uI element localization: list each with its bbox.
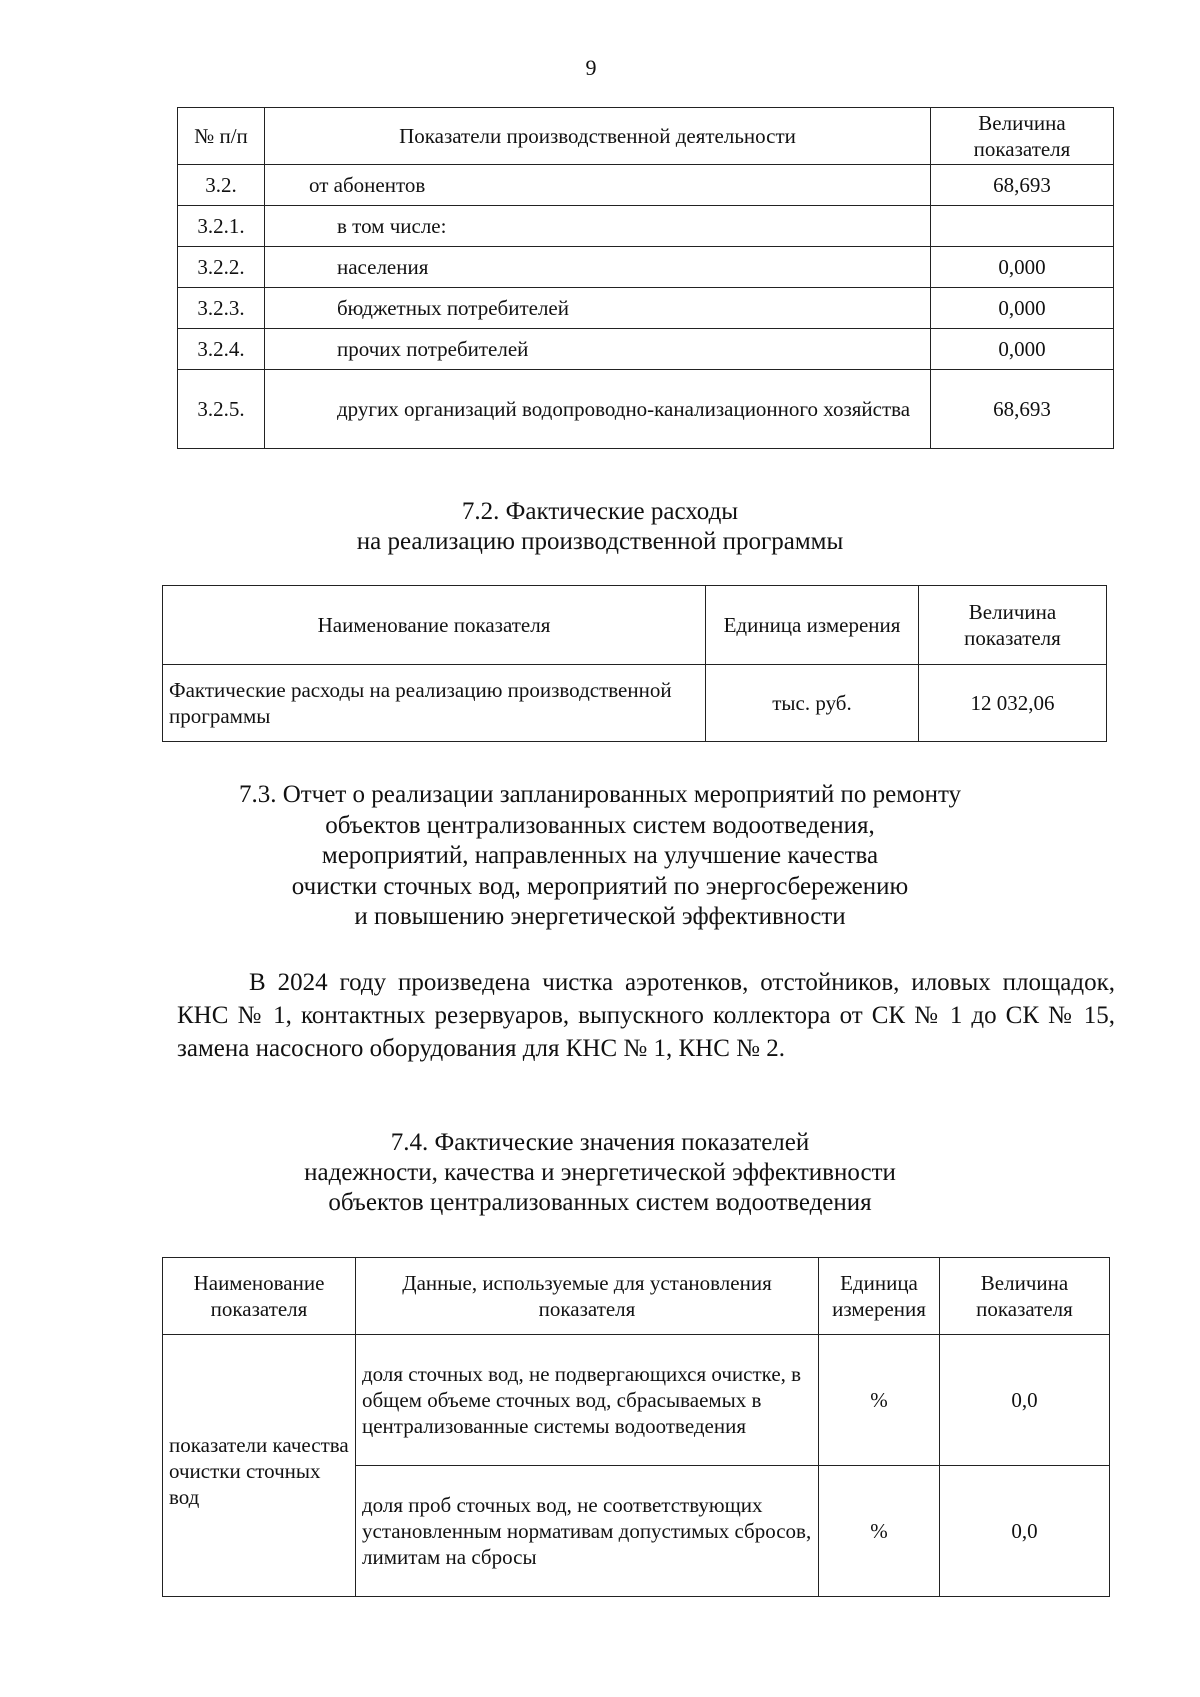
production-indicators-table (177, 107, 1114, 449)
header-unit: Единица измерения (819, 1258, 940, 1335)
row-num: 3.2.2. (178, 247, 265, 288)
row-unit: % (819, 1466, 940, 1597)
table-row (178, 165, 1114, 206)
header-value: Величина показателя (940, 1258, 1110, 1335)
header-name: Наименование показателя (163, 1258, 356, 1335)
row-num: 3.2.5. (178, 370, 265, 449)
header-name: Наименование показателя (163, 586, 706, 665)
title-line: объектов централизованных систем водоотведения (328, 1189, 872, 1216)
title-line: надежности, качества и энергетической эффективности (304, 1159, 896, 1186)
row-value: 12 032,06 (919, 665, 1107, 742)
table-header-row (178, 108, 1114, 165)
title-line: на реализацию производственной программы (356, 528, 844, 555)
table-row (178, 329, 1114, 370)
row-data: доля проб сточных вод, не соответствующих установленным нормативам допустимых сбросов, лимитам на сбросы (356, 1466, 819, 1597)
section-7-3-title (0, 780, 1200, 933)
header-indicator: Показатели производственной деятельности (265, 108, 931, 165)
table-row (163, 1335, 1110, 1466)
row-value (931, 206, 1114, 247)
row-value: 68,693 (931, 165, 1114, 206)
table-row (178, 288, 1114, 329)
section-7-3-paragraph: В 2024 году произведена чистка аэротенков, отстойников, иловых площадок, КНС № 1, контактных резервуаров, выпускного коллектора от СК № 1 до СК № 15, замена насосного оборудования для КНС № 1, КНС № 2. (177, 969, 1115, 1062)
table-header-row (163, 586, 1107, 665)
row-unit: % (819, 1335, 940, 1466)
row-data: доля сточных вод, не подвергающихся очистке, в общем объеме сточных вод, сбрасываемых в централизованные системы водоотведения (356, 1335, 819, 1466)
title-line: 7.4. Фактические значения показателей (390, 1129, 810, 1156)
row-value: 0,000 (931, 288, 1114, 329)
row-value: 0,000 (931, 329, 1114, 370)
table-row (178, 247, 1114, 288)
row-label: населения (265, 247, 931, 288)
title-line: объектов централизованных систем водоотведения, (325, 811, 875, 839)
row-num: 3.2.4. (178, 329, 265, 370)
title-line: 7.3. Отчет о реализации запланированных мероприятий по ремонту (238, 781, 962, 808)
header-data: Данные, используемые для установления показателя (356, 1258, 819, 1335)
title-line: и повышению энергетической эффективности (354, 903, 846, 930)
group-label: показатели качества очистки сточных вод (163, 1335, 356, 1597)
actual-expenses-table (162, 585, 1107, 742)
header-value: Величина показателя (919, 586, 1107, 665)
table-row (178, 206, 1114, 247)
row-label: прочих потребителей (265, 329, 931, 370)
page-number: 9 (585, 55, 597, 80)
row-label: в том числе: (265, 206, 931, 247)
row-label: бюджетных потребителей (265, 288, 931, 329)
header-value: Величина показателя (931, 108, 1114, 165)
row-num: 3.2.3. (178, 288, 265, 329)
row-unit: тыс. руб. (706, 665, 919, 742)
row-value: 0,0 (940, 1335, 1110, 1466)
row-num: 3.2.1. (178, 206, 265, 247)
row-value: 0,0 (940, 1466, 1110, 1597)
table-row (163, 665, 1107, 742)
reliability-quality-table (162, 1257, 1110, 1597)
table-row (178, 370, 1114, 449)
title-line: очистки сточных вод, мероприятий по энергосбережению (291, 872, 909, 900)
row-num: 3.2. (178, 165, 265, 206)
row-label: от абонентов (265, 165, 931, 206)
row-label: других организаций водопроводно-канализационного хозяйства (265, 370, 931, 449)
title-line: 7.2. Фактические расходы (461, 498, 739, 525)
header-num: № п/п (178, 108, 265, 165)
row-value: 68,693 (931, 370, 1114, 449)
header-unit: Единица измерения (706, 586, 919, 665)
title-line: мероприятий, направленных на улучшение качества (321, 842, 879, 869)
row-label: Фактические расходы на реализацию производственной программы (163, 665, 706, 742)
section-7-2-title (0, 497, 1200, 557)
section-7-4-title (0, 1128, 1200, 1218)
table-header-row (163, 1258, 1110, 1335)
row-value: 0,000 (931, 247, 1114, 288)
